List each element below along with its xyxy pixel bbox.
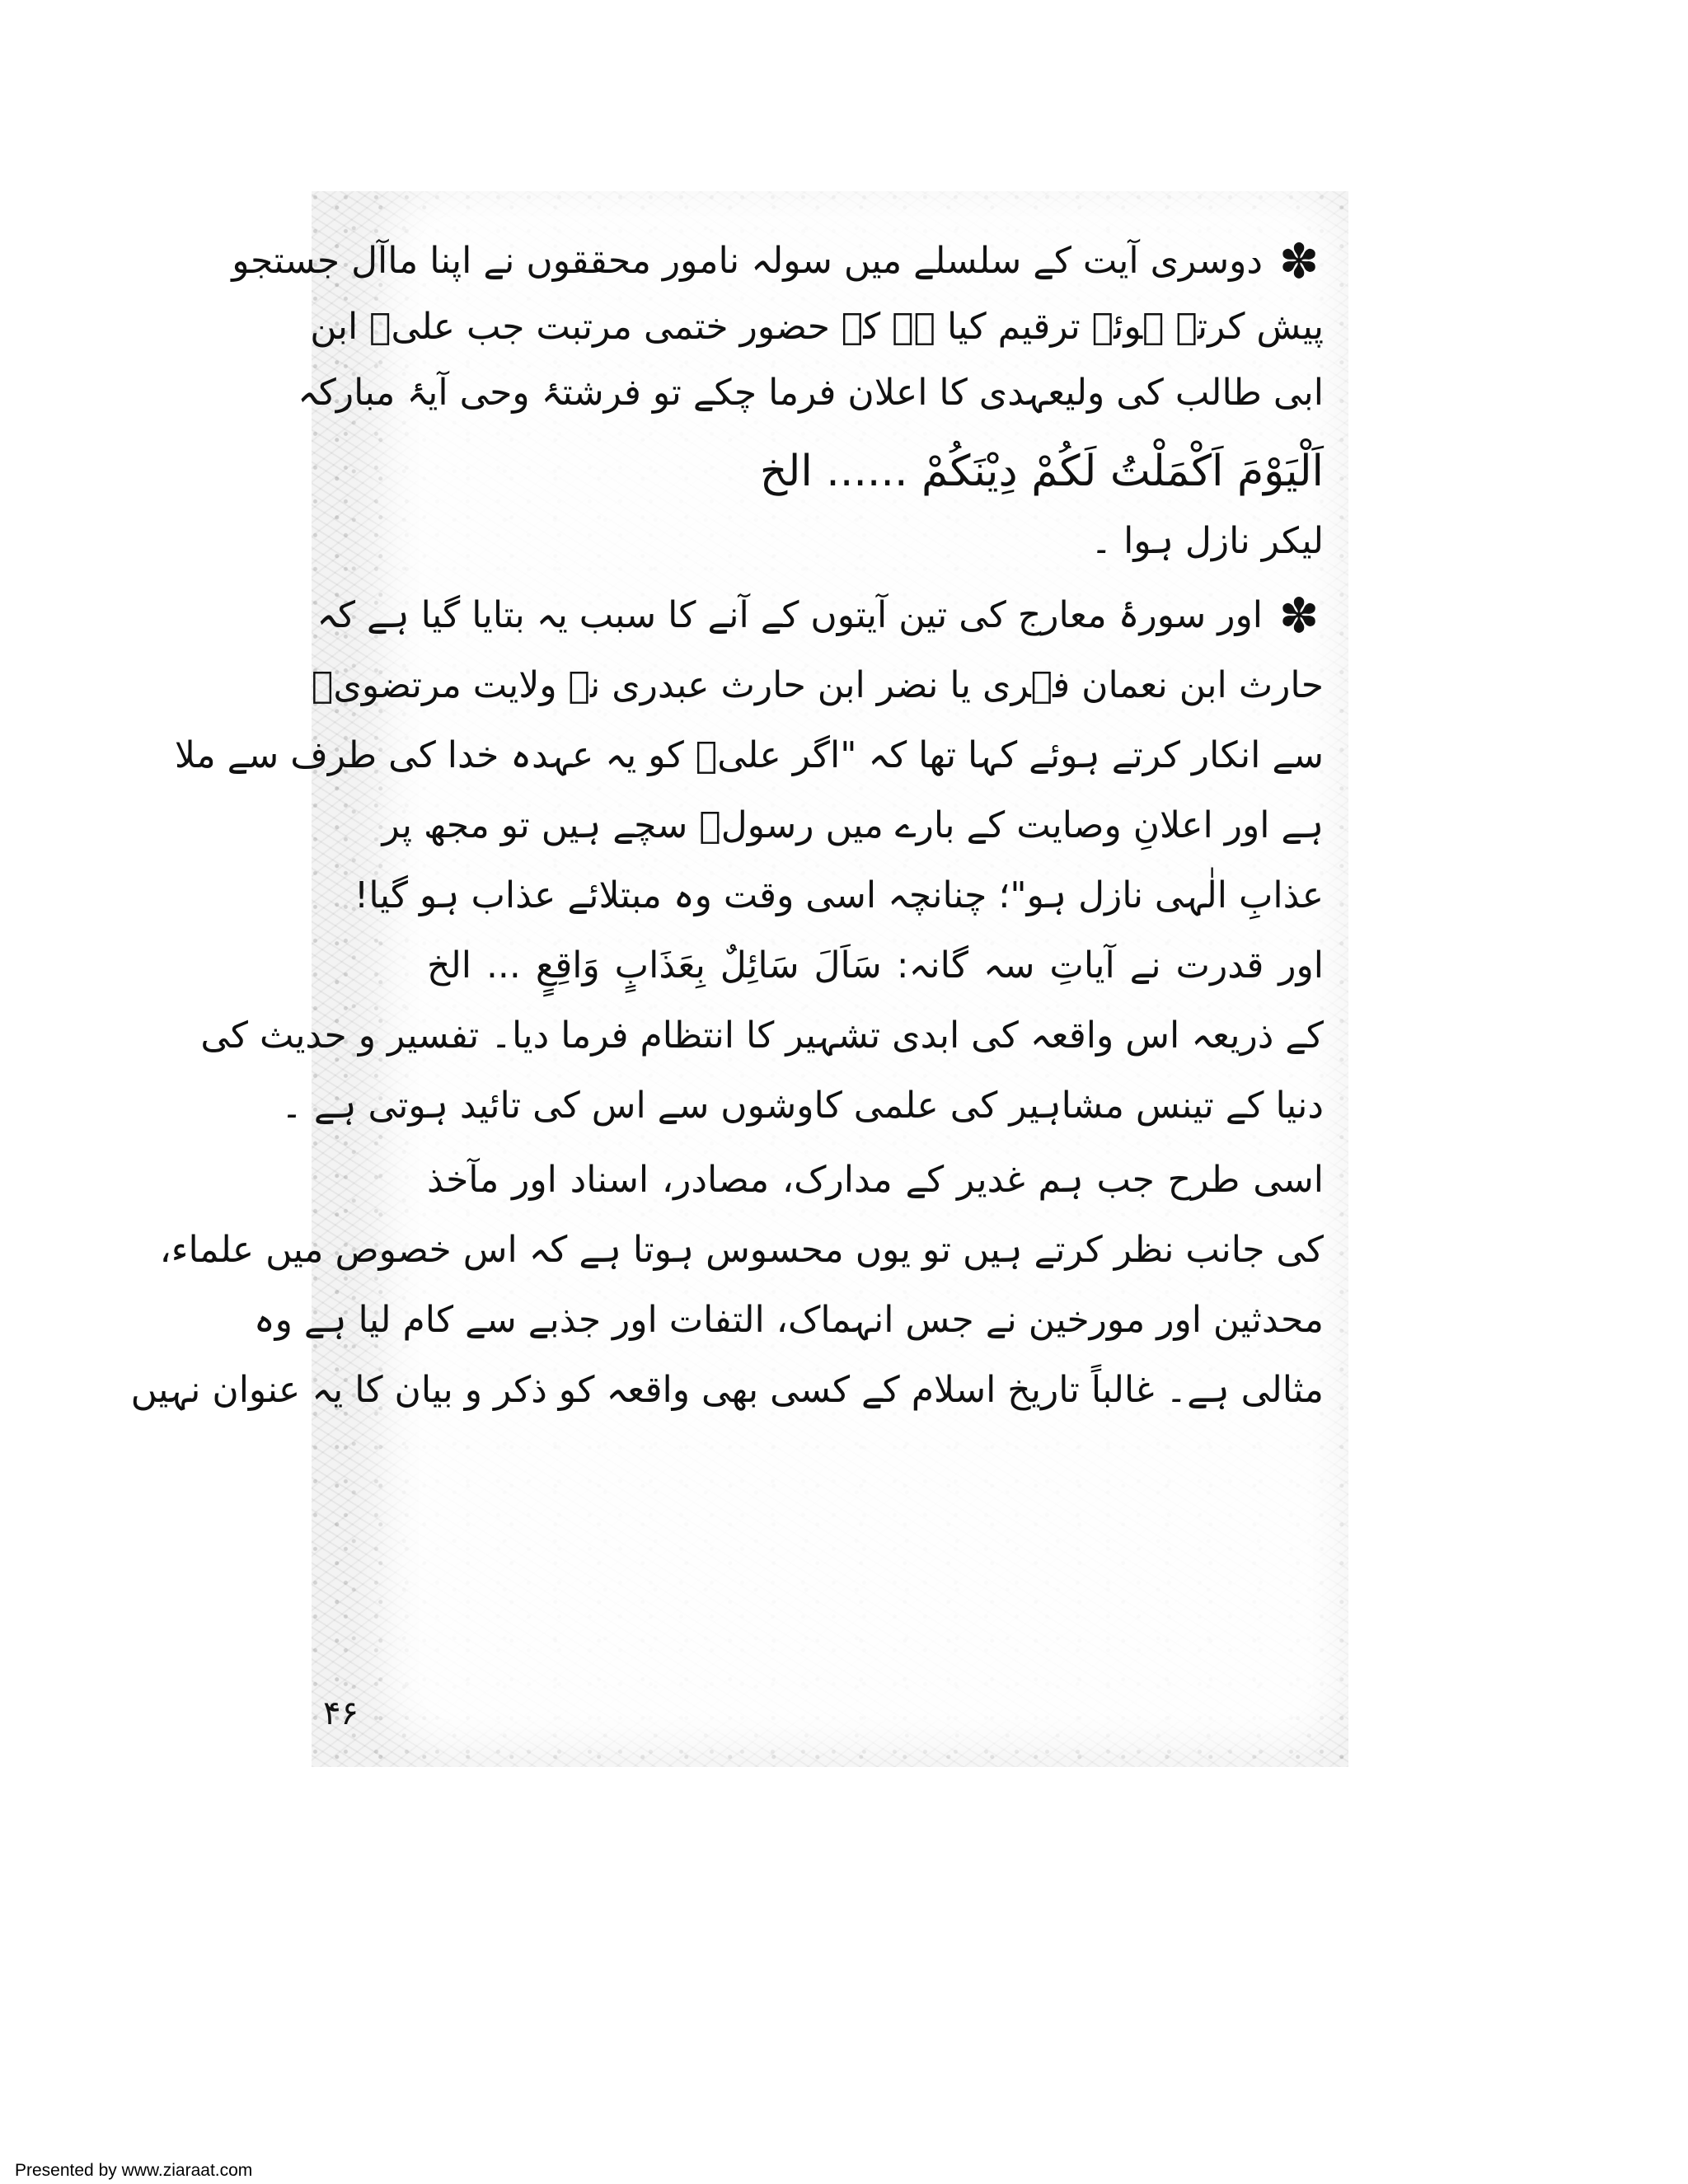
flower-bullet-icon: ✽ xyxy=(1278,588,1320,644)
page-number: ۴۶ xyxy=(323,1694,359,1732)
scanned-book-page xyxy=(130,191,1348,1767)
text-line-9: ہے اور اعلانِ وصایت کے بارے میں رسولؐ سچے ہیں تو مجھ پر xyxy=(382,804,1324,846)
text-line-15: کی جانب نظر کرتے ہیں تو یوں محسوس ہوتا ہے کہ اس خصوص میں علماء، xyxy=(159,1229,1324,1271)
footer-credit: Presented by www.ziaraat.com xyxy=(15,2161,253,2180)
text-line-14: اسی طرح جب ہم غدیر کے مدارک، مصادر، اسناد اور مآخذ xyxy=(427,1159,1324,1201)
text-line-5: لیکر نازل ہوا ۔ xyxy=(1090,520,1324,562)
text-line-11: اور قدرت نے آیاتِ سہ گانہ: سَاَلَ سَائِلٌ بِعَذَابٍ وَاقِعٍ ... الخ xyxy=(427,944,1324,987)
text-line-3: ابی طالب کی ولیعہدی کا اعلان فرما چکے تو فرشتۂ وحی آیۂ مبارکہ xyxy=(298,372,1324,414)
text-line-12: کے ذریعہ اس واقعہ کی ابدی تشہیر کا انتظام فرما دیا۔ تفسیر و حدیث کی xyxy=(200,1015,1324,1057)
quran-verse-line: اَلْیَوْمَ اَکْمَلْتُ لَکُمْ دِیْنَکُمْ ...... الخ xyxy=(759,447,1324,496)
text-line-10: عذابِ الٰہی نازل ہو"؛ چنانچہ اسی وقت وہ مبتلائے عذاب ہو گیا! xyxy=(354,874,1324,916)
text-line-17: مثالی ہے۔ غالباً تاریخ اسلام کے کسی بھی واقعہ کو ذکر و بیان کا یہ عنوان نہیں xyxy=(130,1369,1324,1411)
text-line-1: دوسری آیت کے سلسلے میں سولہ نامور محققوں نے اپنا ماآل جستجو xyxy=(232,240,1263,282)
flower-bullet-icon: ✽ xyxy=(1278,233,1320,289)
text-line-16: محدثین اور مورخین نے جس انہماک، التفات اور جذبے سے کام لیا ہے وہ xyxy=(253,1299,1324,1341)
text-line-2: پیش کرتے ہوئے ترقیم کیا ہے کہ حضور ختمی مرتبت جب علیؑ ابن xyxy=(310,306,1324,348)
text-line-8: سے انکار کرتے ہوئے کہا تھا کہ "اگر علیؑ کو یہ عہدہ خدا کی طرف سے ملا xyxy=(174,734,1324,776)
text-line-6: اور سورۂ معارج کی تین آیتوں کے آنے کا سبب یہ بتایا گیا ہے کہ xyxy=(316,594,1263,636)
text-line-13: دنیا کے تینس مشاہیر کی علمی کاوشوں سے اس کی تائید ہوتی ہے ۔ xyxy=(281,1085,1324,1127)
text-line-7: حارث ابن نعمان فہری یا نضر ابن حارث عبدری نے ولایت مرتضویؑ xyxy=(311,664,1324,706)
